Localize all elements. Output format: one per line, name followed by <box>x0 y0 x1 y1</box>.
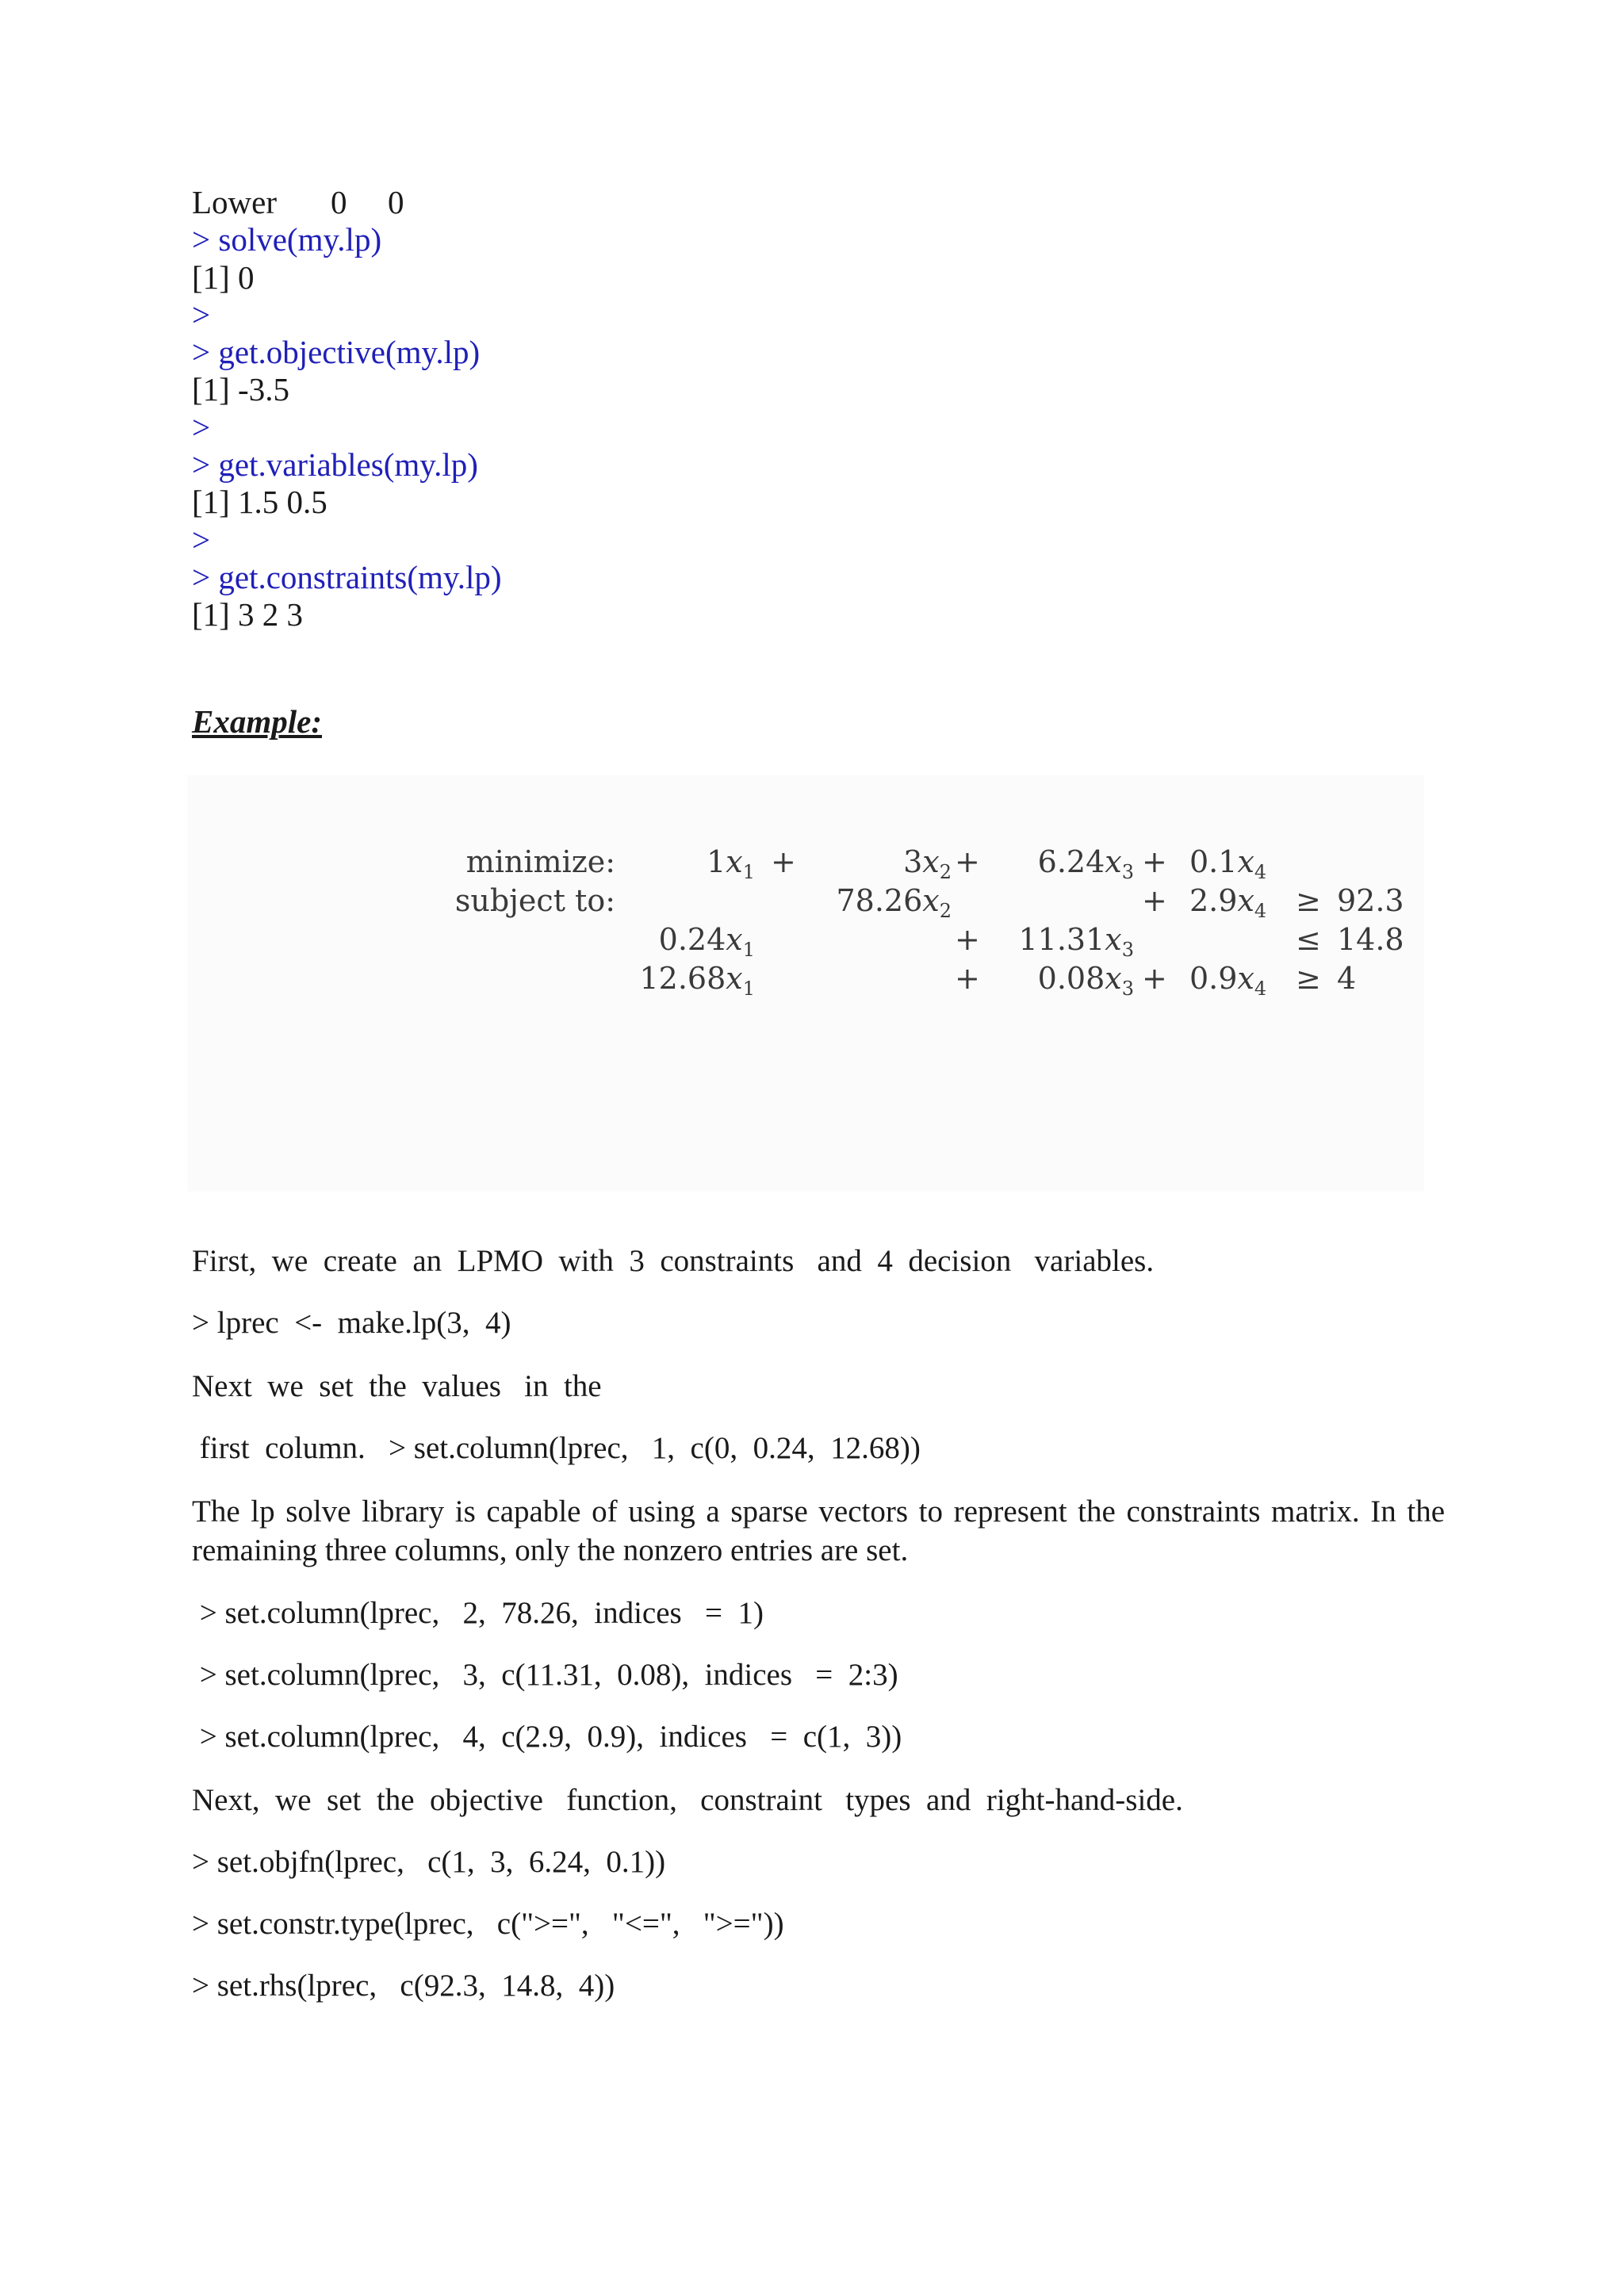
code-set-constr-type: > set.constr.type(lprec, c(">=", "<=", ">=")) <box>192 1907 784 1941</box>
constraint2-operator: ≤ <box>1296 922 1321 957</box>
subscript: 1 <box>742 978 755 1000</box>
code-set-column-2: > set.column(lprec, 2, 78.26, indices = 1) <box>192 1596 764 1630</box>
subscript: 4 <box>1254 861 1267 883</box>
paragraph-next: Next we set the values in the <box>192 1369 602 1403</box>
console-command: > get.objective(my.lp) <box>192 334 481 371</box>
constraint3-operator: ≥ <box>1296 961 1321 996</box>
subject-to-label: subject to: <box>454 883 615 918</box>
constraint3-term-1 <box>639 961 755 1000</box>
console-prompt: > <box>192 521 211 558</box>
coefficient: 12.68 <box>639 961 726 996</box>
code-set-column-4: > set.column(lprec, 4, c(2.9, 0.9), indices = c(1, 3)) <box>192 1720 902 1754</box>
coefficient: 6.24 <box>1037 844 1105 879</box>
subscript: 2 <box>939 900 952 922</box>
subscript: 3 <box>1121 978 1134 1000</box>
subscript: 3 <box>1121 861 1134 883</box>
plus-sign: + <box>771 844 796 879</box>
constraint3-term-3 <box>1038 961 1134 1000</box>
variable: x <box>726 922 743 957</box>
console-result: [1] -3.5 <box>192 371 289 408</box>
variable: x <box>1105 844 1122 879</box>
constraint1-term-2 <box>836 883 952 922</box>
coefficient: 78.26 <box>836 883 923 918</box>
subscript: 1 <box>742 939 755 961</box>
variable: x <box>726 961 743 996</box>
code-make-lp: > lprec <- make.lp(3, 4) <box>192 1306 511 1340</box>
constraint1-rhs: 92.3 <box>1337 883 1404 918</box>
constraint2-term-1 <box>659 922 755 961</box>
objective-term-3 <box>1038 844 1134 883</box>
console-command: > get.constraints(my.lp) <box>192 558 502 595</box>
code-set-rhs: > set.rhs(lprec, c(92.3, 14.8, 4)) <box>192 1969 615 2003</box>
lower-value: 0 <box>388 184 404 220</box>
objective-term-2 <box>903 844 952 883</box>
plus-sign: + <box>1142 961 1167 996</box>
subscript: 2 <box>939 861 952 883</box>
paragraph-intro: First, we create an LPMO with 3 constraints and 4 decision variables. <box>192 1244 1155 1278</box>
constraint3-rhs: 4 <box>1337 961 1357 996</box>
subscript: 3 <box>1121 939 1134 961</box>
variable: x <box>922 844 940 879</box>
subscript: 4 <box>1254 900 1267 922</box>
subscript: 1 <box>742 861 755 883</box>
variable: x <box>1237 844 1254 879</box>
variable: x <box>726 844 743 879</box>
plus-sign: + <box>1142 844 1167 879</box>
code-set-column-1: first column. > set.column(lprec, 1, c(0, 0.24, 12.68)) <box>192 1431 921 1465</box>
example-heading: Example: <box>192 703 322 740</box>
paragraph-objective: Next, we set the objective function, constraint types and right-hand-side. <box>192 1783 1183 1817</box>
constraint2-term-3 <box>1018 922 1134 961</box>
variable: x <box>1237 961 1254 996</box>
coefficient: 11.31 <box>1018 922 1105 957</box>
variable: x <box>1105 961 1122 996</box>
variable: x <box>1237 883 1254 918</box>
console-command: > solve(my.lp) <box>192 221 382 258</box>
coefficient: 0.9 <box>1189 961 1238 996</box>
variable: x <box>1105 922 1122 957</box>
constraint1-operator: ≥ <box>1296 883 1321 918</box>
console-prompt: > <box>192 408 211 446</box>
coefficient: 1 <box>707 844 726 879</box>
objective-term-1 <box>707 844 755 883</box>
plus-sign: + <box>955 922 980 957</box>
lower-bounds-row <box>192 184 502 221</box>
paragraph-sparse: The lp solve library is capable of using a sparse vectors to represent the constraints matrix. In the remaining three columns, only the nonzero entries are set. <box>192 1494 1445 1567</box>
subscript: 4 <box>1254 978 1267 1000</box>
console-prompt: > <box>192 296 211 333</box>
coefficient: 2.9 <box>1189 883 1238 918</box>
console-command: > get.variables(my.lp) <box>192 446 478 484</box>
console-result: [1] 0 <box>192 258 255 296</box>
objective-term-4 <box>1189 844 1266 883</box>
constraint1-term-4 <box>1189 883 1266 922</box>
coefficient: 0.1 <box>1189 844 1238 879</box>
coefficient: 0.24 <box>658 922 726 957</box>
console-result: [1] 1.5 0.5 <box>192 484 327 521</box>
code-set-objfn: > set.objfn(lprec, c(1, 3, 6.24, 0.1)) <box>192 1845 666 1879</box>
constraint3-term-4 <box>1189 961 1266 1000</box>
plus-sign: + <box>1142 883 1167 918</box>
coefficient: 3 <box>903 844 923 879</box>
lp-formulation-figure <box>187 775 1424 1192</box>
lp-formulation <box>187 775 1424 1192</box>
lower-value: 0 <box>331 184 347 220</box>
plus-sign: + <box>955 844 980 879</box>
r-console-output <box>192 184 502 634</box>
coefficient: 0.08 <box>1037 961 1105 996</box>
lower-label: Lower <box>192 184 278 220</box>
plus-sign: + <box>955 961 980 996</box>
code-set-column-3: > set.column(lprec, 3, c(11.31, 0.08), indices = 2:3) <box>192 1658 898 1692</box>
constraint2-rhs: 14.8 <box>1337 922 1404 957</box>
variable: x <box>922 883 940 918</box>
console-result: [1] 3 2 3 <box>192 596 304 633</box>
minimize-label: minimize: <box>465 844 615 879</box>
